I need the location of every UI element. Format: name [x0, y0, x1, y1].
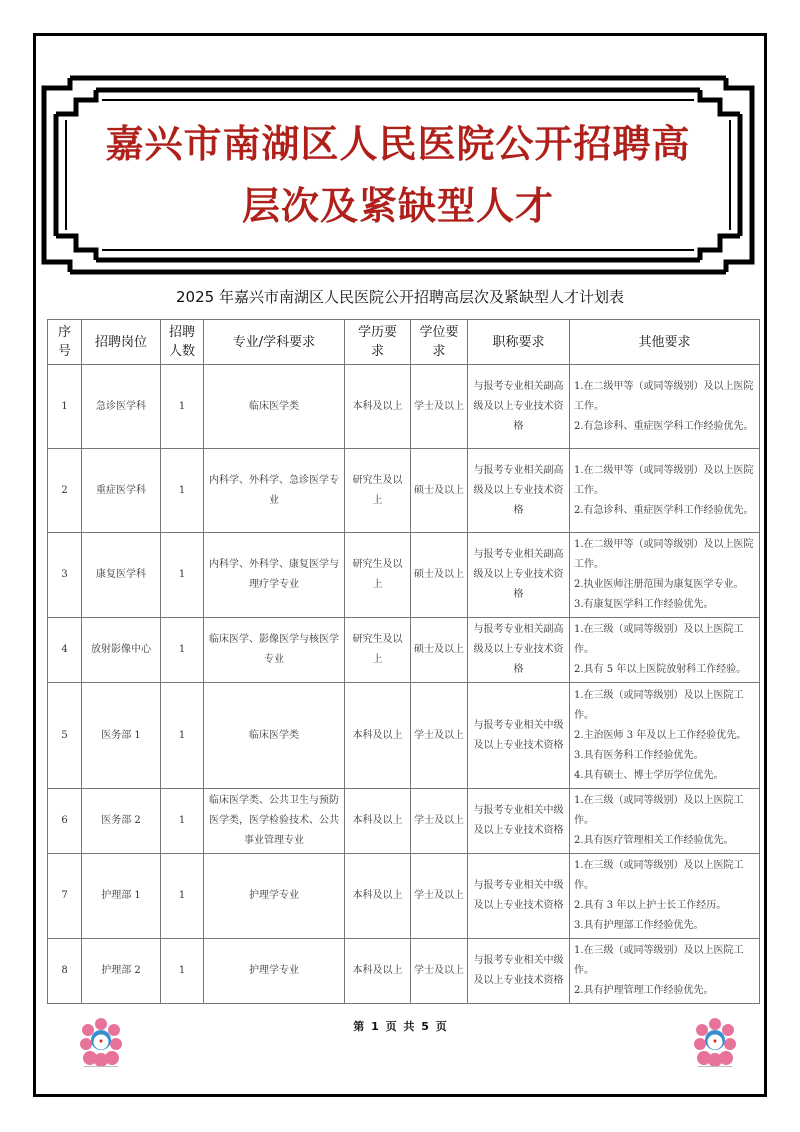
title-line-2: 层次及紧缺型人才 [241, 184, 554, 228]
table-row [48, 618, 760, 683]
row-education: 研究生及以上 [345, 449, 411, 533]
row-seq: 7 [48, 854, 82, 939]
row-major: 护理学专业 [204, 854, 345, 939]
row-degree: 学士及以上 [411, 939, 468, 1004]
table-row [48, 365, 760, 449]
row-position: 急诊医学科 [82, 365, 161, 449]
row-seq: 3 [48, 533, 82, 618]
table-row [48, 939, 760, 1004]
row-seq: 2 [48, 449, 82, 533]
row-title: 与报考专业相关中级及以上专业技术资格 [468, 854, 570, 939]
row-count: 1 [161, 618, 204, 683]
row-degree: 硕士及以上 [411, 533, 468, 618]
header-degree: 学位要 求 [411, 320, 468, 365]
row-major: 临床医学类 [204, 365, 345, 449]
requirement-item: 3.有康复医学科工作经验优先。 [574, 599, 714, 610]
row-title: 与报考专业相关副高级及以上专业技术资格 [468, 449, 570, 533]
row-position: 重症医学科 [82, 449, 161, 533]
header-seq: 序 号 [48, 320, 82, 365]
row-title: 与报考专业相关中级及以上专业技术资格 [468, 789, 570, 854]
row-seq: 8 [48, 939, 82, 1004]
recruitment-plan-table [47, 319, 760, 1004]
table-caption: 2025 年嘉兴市南湖区人民医院公开招聘高层次及紧缺型人才计划表 [176, 288, 624, 306]
page-title [40, 74, 756, 276]
row-position: 放射影像中心 [82, 618, 161, 683]
title-line-1: 嘉兴市南湖区人民医院公开招聘高 [105, 122, 691, 166]
row-education: 本科及以上 [345, 854, 411, 939]
row-degree: 学士及以上 [411, 365, 468, 449]
row-title: 与报考专业相关中级及以上专业技术资格 [468, 683, 570, 789]
requirement-item: 2.具有 5 年以上医院放射科工作经验。 [574, 664, 747, 675]
row-education: 研究生及以上 [345, 533, 411, 618]
row-title: 与报考专业相关副高级及以上专业技术资格 [468, 533, 570, 618]
row-count: 1 [161, 365, 204, 449]
header-education: 学历要 求 [345, 320, 411, 365]
row-degree: 学士及以上 [411, 854, 468, 939]
requirement-item: 2.有急诊科、重症医学科工作经验优先。 [574, 420, 754, 432]
row-major: 内科学、外科学、急诊医学专业 [204, 449, 345, 533]
table-row [48, 449, 760, 533]
row-education: 研究生及以上 [345, 618, 411, 683]
row-major: 临床医学类 [204, 683, 345, 789]
row-other-requirements [570, 365, 760, 449]
requirement-item: 2.主治医师 3 年及以上工作经验优先。 [574, 729, 747, 741]
row-position: 护理部 1 [82, 854, 161, 939]
row-major: 内科学、外科学、康复医学与理疗学专业 [204, 533, 345, 618]
table-row [48, 683, 760, 789]
row-other-requirements [570, 533, 760, 618]
row-seq: 1 [48, 365, 82, 449]
requirement-item: 2.执业医师注册范围为康复医学专业。 [574, 579, 744, 590]
requirement-item: 1.在三级（或同等级别）及以上医院工作。 [574, 795, 744, 826]
header-other: 其他要求 [570, 320, 760, 365]
row-count: 1 [161, 449, 204, 533]
row-other-requirements [570, 683, 760, 789]
table-row [48, 854, 760, 939]
requirement-item: 1.在三级（或同等级别）及以上医院工作。 [574, 945, 744, 976]
row-other-requirements [570, 789, 760, 854]
row-education: 本科及以上 [345, 939, 411, 1004]
requirement-item: 1.在三级（或同等级别）及以上医院工作。 [574, 624, 744, 655]
row-major: 临床医学类、公共卫生与预防医学类，医学检验技术、公共事业管理专业 [204, 789, 345, 854]
requirement-item: 3.具有护理部工作经验优先。 [574, 920, 704, 931]
header-count: 招聘 人数 [161, 320, 204, 365]
row-position: 医务部 1 [82, 683, 161, 789]
row-count: 1 [161, 854, 204, 939]
page-number: 第 1 页 共 5 页 [353, 1020, 447, 1033]
table-header-row [48, 320, 760, 365]
row-position: 康复医学科 [82, 533, 161, 618]
row-degree: 硕士及以上 [411, 449, 468, 533]
requirement-item: 2.具有 3 年以上护士长工作经历。 [574, 900, 727, 911]
row-other-requirements [570, 939, 760, 1004]
row-degree: 学士及以上 [411, 683, 468, 789]
row-other-requirements [570, 618, 760, 683]
requirement-item: 3.具有医务科工作经验优先。 [574, 749, 704, 761]
row-education: 本科及以上 [345, 365, 411, 449]
row-position: 护理部 2 [82, 939, 161, 1004]
row-education: 本科及以上 [345, 683, 411, 789]
requirement-item: 2.有急诊科、重症医学科工作经验优先。 [574, 504, 754, 516]
header-position: 招聘岗位 [82, 320, 161, 365]
row-count: 1 [161, 683, 204, 789]
row-seq: 4 [48, 618, 82, 683]
row-count: 1 [161, 533, 204, 618]
requirement-item: 4.具有硕士、博士学历学位优先。 [574, 769, 724, 781]
requirement-item: 1.在三级（或同等级别）及以上医院工作。 [574, 860, 744, 891]
row-other-requirements [570, 854, 760, 939]
row-seq: 6 [48, 789, 82, 854]
requirement-item: 2.具有医疗管理相关工作经验优先。 [574, 835, 734, 846]
row-title: 与报考专业相关副高级及以上专业技术资格 [468, 365, 570, 449]
row-major: 临床医学、影像医学与核医学专业 [204, 618, 345, 683]
requirement-item: 1.在二级甲等（或同等级别）及以上医院工作。 [574, 464, 754, 496]
row-degree: 硕士及以上 [411, 618, 468, 683]
row-seq: 5 [48, 683, 82, 789]
requirement-item: 1.在二级甲等（或同等级别）及以上医院工作。 [574, 380, 754, 412]
row-count: 1 [161, 789, 204, 854]
header-major: 专业/学科要求 [204, 320, 345, 365]
row-major: 护理学专业 [204, 939, 345, 1004]
requirement-item: 2.具有护理管理工作经验优先。 [574, 985, 714, 996]
table-row [48, 533, 760, 618]
table-row [48, 789, 760, 854]
row-count: 1 [161, 939, 204, 1004]
row-title: 与报考专业相关中级及以上专业技术资格 [468, 939, 570, 1004]
row-title: 与报考专业相关副高级及以上专业技术资格 [468, 618, 570, 683]
header-title: 职称要求 [468, 320, 570, 365]
row-education: 本科及以上 [345, 789, 411, 854]
row-degree: 学士及以上 [411, 789, 468, 854]
row-other-requirements [570, 449, 760, 533]
row-position: 医务部 2 [82, 789, 161, 854]
requirement-item: 1.在三级（或同等级别）及以上医院工作。 [574, 689, 744, 721]
requirement-item: 1.在二级甲等（或同等级别）及以上医院工作。 [574, 539, 754, 570]
